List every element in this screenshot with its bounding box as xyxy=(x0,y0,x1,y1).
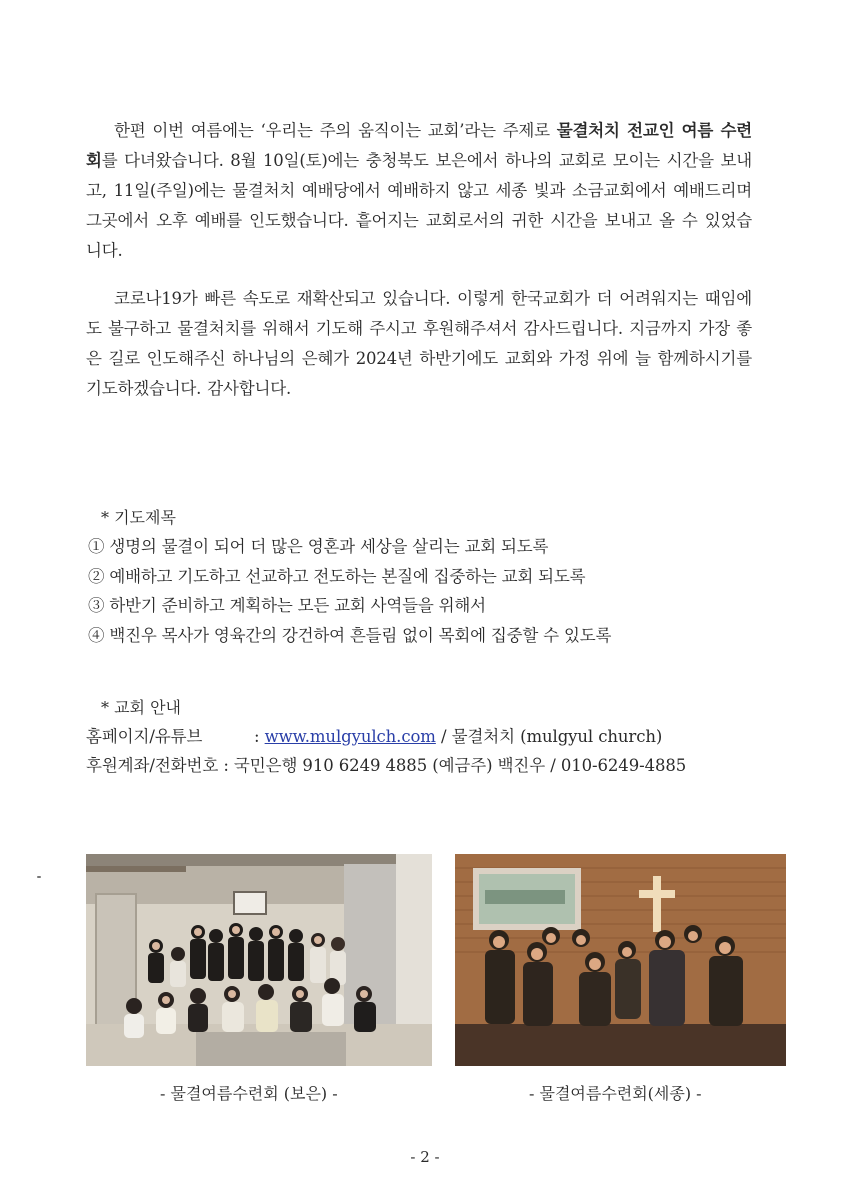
summer-retreat-paragraph xyxy=(86,116,752,266)
homepage-label: 홈페이지/유튜브 xyxy=(86,727,203,746)
para1-bold: 물결처치 전교인 여름 수련회 xyxy=(86,121,752,170)
para2-text: 코로나19가 빠른 속도로 재확산되고 있습니다. 이렇게 한국교회가 더 어려워지는 때임에도 불구하고 물결처치를 위해서 기도해 주시고 후원해주셔서 감사드립니다. 지금까지 가장 좋은 길로 인도해주신 하나님의 은혜가 2024년 하반기에도 교회와 가정 위에 늘 함께하시기를 기도하겠습니다. 감사합니다. xyxy=(86,289,752,398)
account-value: : 국민은행 910 6249 4885 (예금주) 백진우 / 010-6249-4885 xyxy=(223,756,687,775)
prayer-list xyxy=(88,532,611,650)
account-label: 후원계좌/전화번호 xyxy=(86,756,219,775)
homepage-sep: : xyxy=(254,727,260,746)
church-info xyxy=(86,722,686,780)
retreat-photo-boeun xyxy=(86,854,432,1066)
group-photo-illustration xyxy=(455,854,786,1066)
prayer-item: ③ 하반기 준비하고 계획하는 모든 교회 사역들을 위해서 xyxy=(88,596,486,615)
church-info-title: * 교회 안내 xyxy=(101,698,181,717)
thanks-paragraph xyxy=(86,284,752,404)
homepage-row xyxy=(86,722,686,751)
homepage-rest: / 물결처치 (mulgyul church) xyxy=(435,727,663,746)
group-photo-illustration xyxy=(86,854,432,1066)
scan-speck xyxy=(37,876,41,878)
para1-after: 를 다녀왔습니다. 8월 10일(토)에는 충청북도 보은에서 하나의 교회로 모이는 시간을 보내고, 11일(주일)에는 물결처치 예배당에서 예배하지 않고 세종 빛과 소금교회에서 예배드리며 그곳에서 오후 예배를 인도했습니다. 흩어지는 교회로서의 귀한 시간을 보내고 올 수 있었습니다. xyxy=(86,151,752,260)
prayer-item: ④ 백진우 목사가 영육간의 강건하여 흔들림 없이 목회에 집중할 수 있도록 xyxy=(88,625,612,645)
account-row xyxy=(86,751,686,780)
page-number: - 2 - xyxy=(410,1148,440,1166)
prayer-item: ① 생명의 물결이 되어 더 많은 영혼과 세상을 살리는 교회 되도록 xyxy=(88,537,549,556)
prayer-item: ② 예배하고 기도하고 선교하고 전도하는 본질에 집중하는 교회 되도록 xyxy=(88,566,586,586)
homepage-link[interactable]: www.mulgyulch.com xyxy=(264,727,436,746)
photo-caption-boeun: - 물결여름수련회 (보은) - xyxy=(160,1084,338,1103)
para1-before: 한편 이번 여름에는 ‘우리는 주의 움직이는 교회’라는 주제로 xyxy=(114,121,557,140)
photo-caption-sejong: - 물결여름수련회(세종) - xyxy=(529,1084,702,1103)
retreat-photo-sejong xyxy=(455,854,786,1066)
prayer-title: * 기도제목 xyxy=(101,508,176,527)
